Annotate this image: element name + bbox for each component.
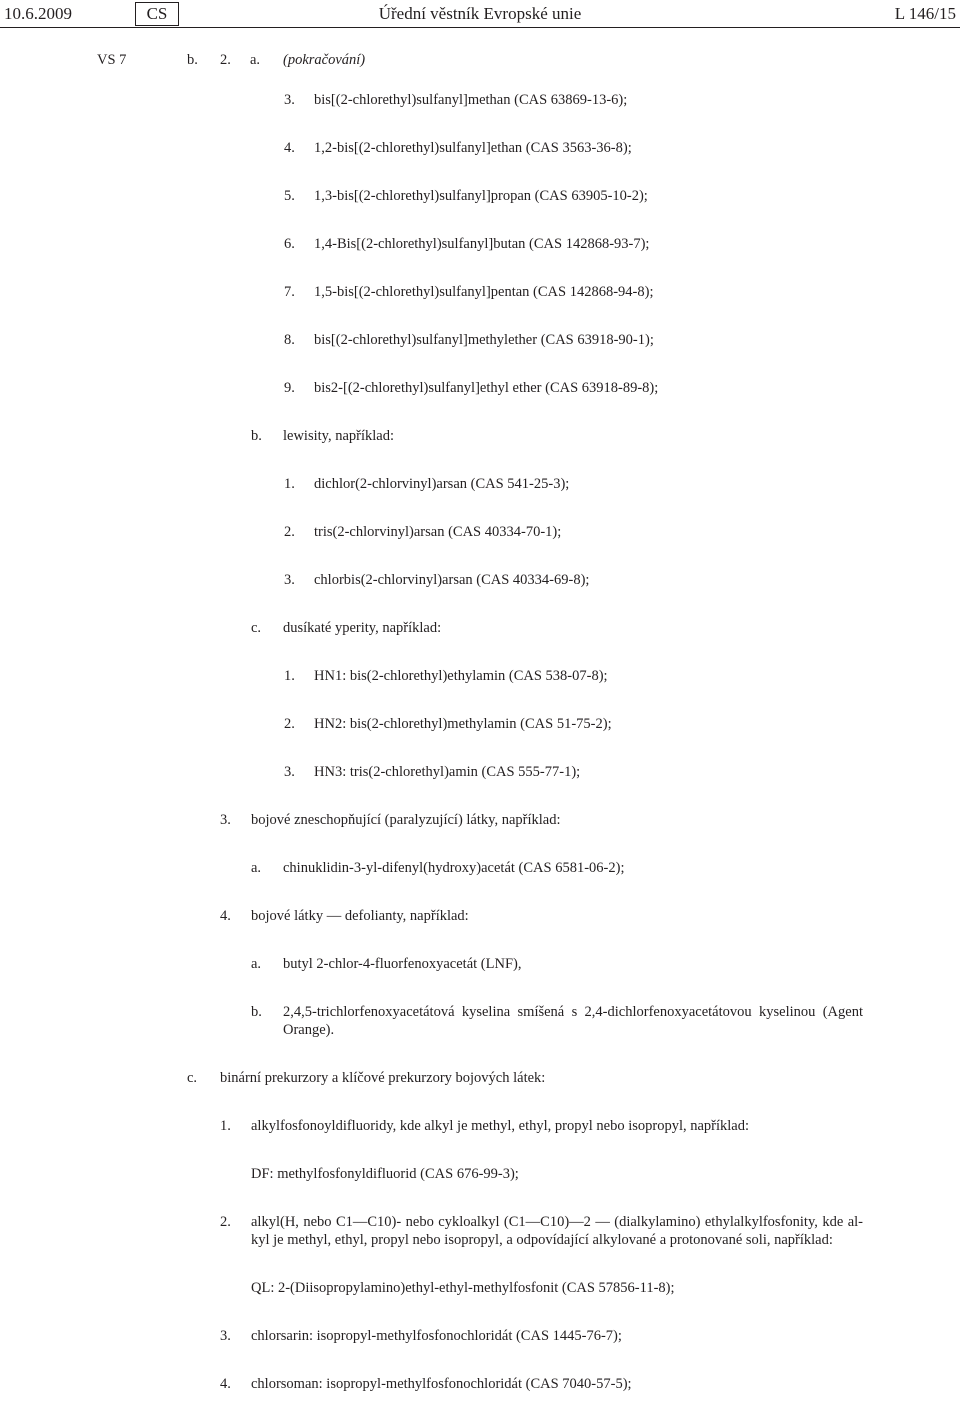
list-number: 3. <box>220 1328 231 1344</box>
list-letter: a. <box>251 956 262 972</box>
journal-title: Úřední věstník Evropské unie <box>378 4 582 23</box>
list-number: 2. <box>284 524 295 540</box>
list-item-text: binární prekurzory a klíčové prekurzory bojových látek: <box>220 1070 546 1086</box>
list-item-text: dichlor(2-chlorvinyl)arsan (CAS 541-25-3); <box>314 476 570 492</box>
page-reference: L 146/15 <box>894 4 956 23</box>
header-date: 10.6.2009 <box>4 4 72 23</box>
list-item-text: bis[(2-chlorethyl)sulfanyl]methan (CAS 63869-13-6); <box>314 92 628 108</box>
list-number: 5. <box>284 188 295 204</box>
list-number: 4. <box>220 908 231 924</box>
list-number: 7. <box>284 284 295 300</box>
list-item-text: dusíkaté yperity, například: <box>283 620 442 636</box>
list-item-text: alkylfosfonoyldifluoridy, kde alkyl je methyl, ethyl, propyl nebo isopropyl, například: <box>251 1118 750 1134</box>
list-number: 4. <box>284 140 295 156</box>
list-number: 1. <box>220 1118 231 1134</box>
list-item-text: HN2: bis(2-chlorethyl)methylamin (CAS 51-75-2); <box>314 716 612 732</box>
list-number: 6. <box>284 236 295 252</box>
list-number: 8. <box>284 332 295 348</box>
list-number: 2. <box>220 1214 231 1230</box>
list-number: 9. <box>284 380 295 396</box>
list-number: 3. <box>284 764 295 780</box>
list-number: 3. <box>284 572 295 588</box>
list-item-text: HN1: bis(2-chlorethyl)ethylamin (CAS 538-07-8); <box>314 668 608 684</box>
list-letter: b. <box>251 1004 262 1020</box>
list-letter: c. <box>251 620 262 636</box>
list-item-text: 2,4,5-trichlorfenoxyacetátová kyselina smíšená s 2,4-dichlorfenoxyacetátovou kyselinou (Agent Orange). <box>283 1004 863 1038</box>
list-number: 2. <box>220 52 231 68</box>
list-number: a. <box>250 52 261 68</box>
list-item-text: 1,3-bis[(2-chlorethyl)sulfanyl]propan (CAS 63905-10-2); <box>314 188 648 204</box>
list-item-text: 1,2-bis[(2-chlorethyl)sulfanyl]ethan (CAS 3563-36-8); <box>314 140 632 156</box>
list-item-text: chlorbis(2-chlorvinyl)arsan (CAS 40334-69-8); <box>314 572 590 588</box>
list-item-text: bis[(2-chlorethyl)sulfanyl]methylether (CAS 63918-90-1); <box>314 332 654 348</box>
page-header <box>0 0 960 30</box>
list-item-text: butyl 2-chlor-4-fluorfenoxyacetát (LNF), <box>283 956 522 972</box>
language-badge: CS <box>135 2 179 26</box>
list-item-text: chlorsoman: isopropyl-methylfosfonochloridát (CAS 7040-57-5); <box>251 1376 632 1392</box>
list-number: 2. <box>284 716 295 732</box>
list-number: 3. <box>220 812 231 828</box>
list-number: 4. <box>220 1376 231 1392</box>
list-number: 3. <box>284 92 295 108</box>
list-item-text: lewisity, například: <box>283 428 395 444</box>
list-letter: c. <box>187 1070 198 1086</box>
list-letter: b. <box>251 428 262 444</box>
list-item-text: HN3: tris(2-chlorethyl)amin (CAS 555-77-1); <box>314 764 581 780</box>
list-item-text: 1,5-bis[(2-chlorethyl)sulfanyl]pentan (CAS 142868-94-8); <box>314 284 654 300</box>
section-code: VS 7 <box>97 52 127 68</box>
list-letter: a. <box>251 860 262 876</box>
list-number: 1. <box>284 668 295 684</box>
header-divider <box>0 27 960 28</box>
list-item-text: tris(2-chlorvinyl)arsan (CAS 40334-70-1); <box>314 524 562 540</box>
continuation-note: (pokračování) <box>283 52 366 68</box>
list-item-text: 1,4-Bis[(2-chlorethyl)sulfanyl]butan (CAS 142868-93-7); <box>314 236 650 252</box>
example-text: QL: 2-(Diisopropylamino)ethyl-ethyl-methylfosfonit (CAS 57856-11-8); <box>251 1280 675 1296</box>
list-item-text: chinuklidin-3-yl-difenyl(hydroxy)acetát (CAS 6581-06-2); <box>283 860 625 876</box>
example-text: DF: methylfosfonyldifluorid (CAS 676-99-3); <box>251 1166 519 1182</box>
list-item-text: bojové zneschopňující (paralyzující) látky, například: <box>251 812 561 828</box>
list-item-text: bis2-[(2-chlorethyl)sulfanyl]ethyl ether (CAS 63918-89-8); <box>314 380 659 396</box>
list-number: b. <box>187 52 198 68</box>
list-item-text: alkyl(H, nebo C1—C10)- nebo cykloalkyl (C1—C10)—2 — (dialkylamino) ethylalkylfosfonity, kde al- kyl je methyl, ethyl, propyl nebo isopropyl, a odpovídající alkylované a protonované soli, například: <box>251 1214 863 1248</box>
list-item-text: bojové látky — defolianty, například: <box>251 908 469 924</box>
list-number: 1. <box>284 476 295 492</box>
list-item-text: chlorsarin: isopropyl-methylfosfonochloridát (CAS 1445-76-7); <box>251 1328 622 1344</box>
